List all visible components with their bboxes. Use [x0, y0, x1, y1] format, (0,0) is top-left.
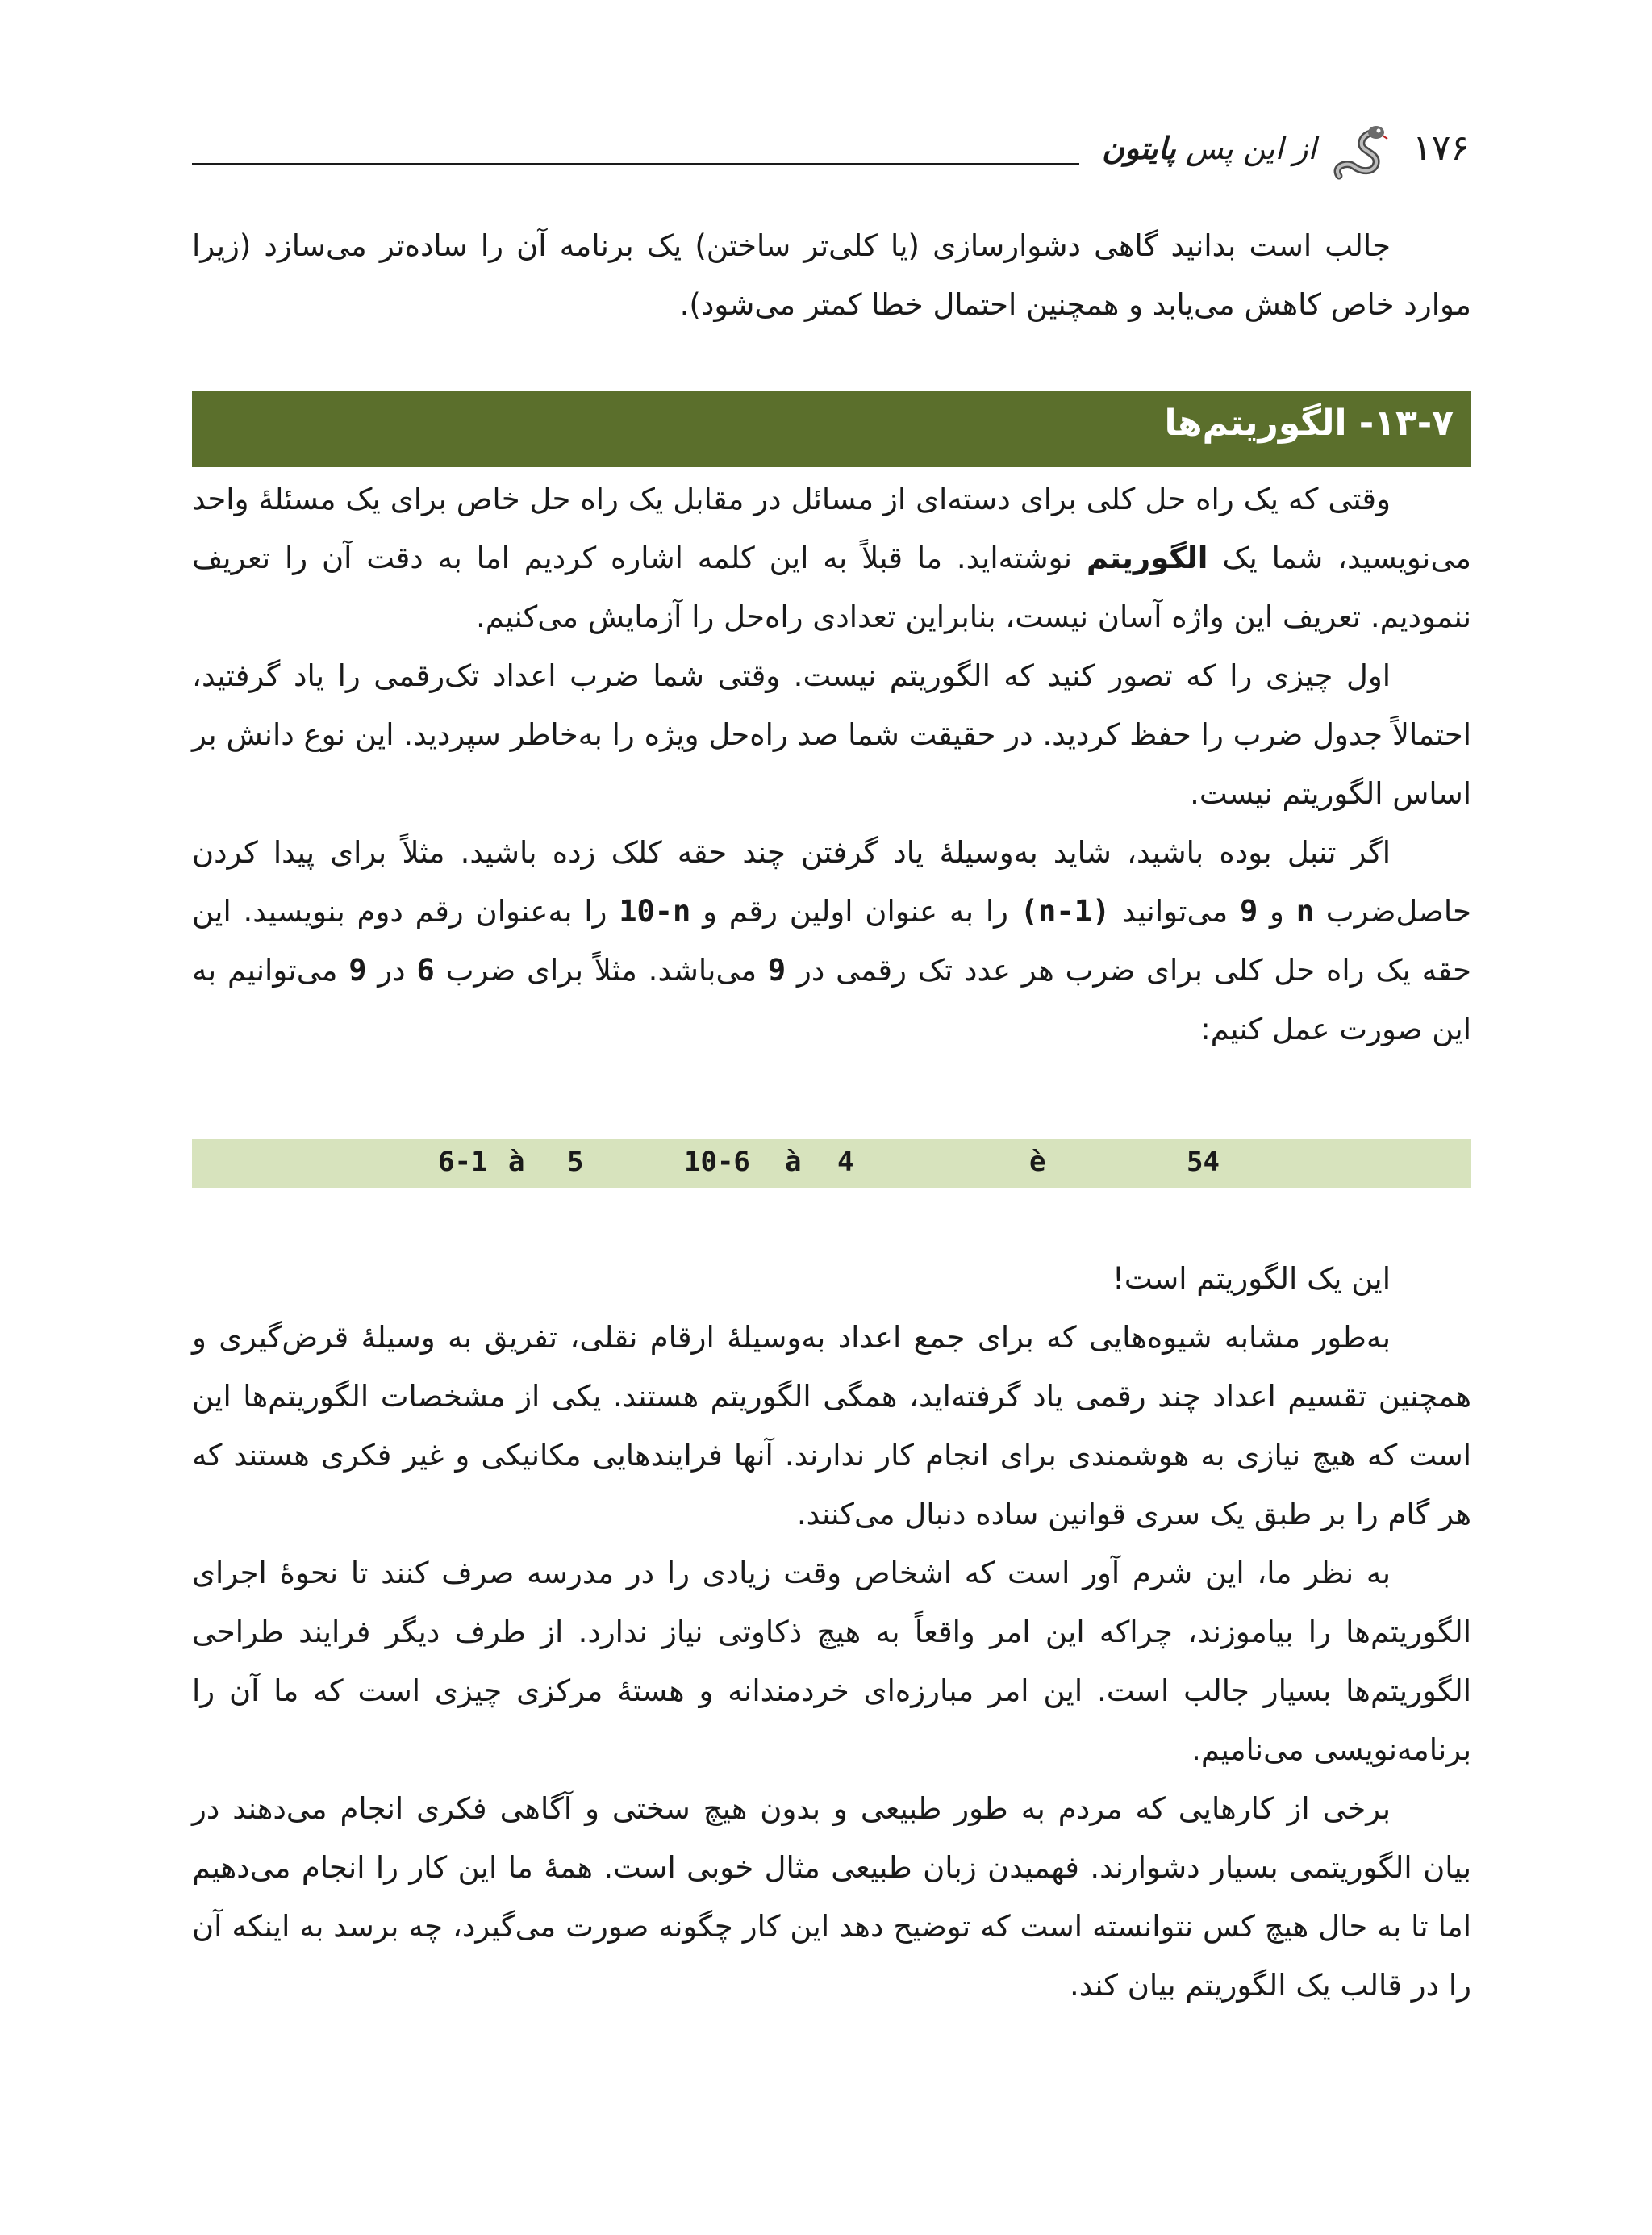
paragraph-5: به‌طور مشابه شیوه‌هایی که برای جمع اعداد به‌وسیلهٔ ارقام نقلی، تفریق به وسیلهٔ قرض‌گیری و همچنین تقسیم اعداد چند رقمی یاد گرفته‌اید، همگی الگوریتم هستند. یکی از مشخصات الگوریتم‌ها این است که هیچ نیازی به هوشمندی برای انجام کار ندارند. آنها فرایندهایی مکانیکی و غیر فکری هستند که هر گام را بر طبق یک سری قوانین ساده دنبال می‌کنند. — [192, 1320, 1471, 1531]
body-text-bottom — [192, 1249, 1471, 2015]
snake-icon — [1329, 121, 1389, 182]
section-heading-bar — [192, 391, 1471, 467]
paragraph-7: برخی از کارهایی که مردم به طور طبیعی و بدون هیچ سختی و آگاهی فکری انجام می‌دهند در بیان الگوریتمی بسیار دشوارند. فهمیدن زبان طبیعی مثال خوبی است. همهٔ ما این کار را انجام می‌دهیم اما تا به حال هیچ کس نتوانسته است که توضیح دهد این کار چگونه صورت می‌گیرد، چه برسد به اینکه آن را در قالب یک الگوریتم بیان کند. — [192, 1791, 1471, 2003]
arrow-glyph: à — [508, 1146, 525, 1178]
intro-text — [192, 216, 1471, 334]
code-9: 9 — [767, 953, 786, 988]
page-header — [192, 121, 1470, 186]
page-number: ۱۷۶ — [1412, 127, 1470, 169]
paragraph-1: وقتی که یک راه حل کلی برای دسته‌ای از مسائل در مقابل یک راه حل خاص برای یک مسئلهٔ واحد می‌نویسید، شما یک الگوریتم نوشته‌اید. ما قبلاً به این کلمه اشاره کردیم اما به دقت آن را تعریف ننمودیم. تعریف این واژه آسان نیست، بنابراین تعدادی راه‌حل را آزمایش می‌کنیم. — [192, 482, 1471, 634]
paragraph-2: اول چیزی را که تصور کنید که الگوریتم نیست. وقتی شما ضرب اعداد تک‌رقمی را یاد گرفتید، احتمالاً جدول ضرب را حفظ کردید. در حقیقت شما صد راه‌حل ویژه را به‌خاطر سپردید. این نوع دانش بر اساس الگوریتم نیست. — [192, 658, 1471, 811]
code-9: 9 — [1239, 894, 1258, 929]
code-example-bar — [192, 1139, 1471, 1188]
paragraph-3: اگر تنبل بوده باشید، شاید به‌وسیلهٔ یاد گرفتن چند حقه کلک زده باشید. مثلاً برای پیدا کردن حاصل‌ضرب n و 9 می‌توانید (n-1) را به عنوان اولین رقم و 10-n را به‌عنوان رقم دوم بنویسید. این حقه یک راه حل کلی برای ضرب هر عدد تک رقمی در 9 می‌باشد. مثلاً برای ضرب 6 در 9 می‌توانیم به این صورت عمل کنیم: — [192, 835, 1472, 1046]
code-part: 10-6 — [684, 1146, 750, 1178]
paragraph-6: به نظر ما، این شرم آور است که اشخاص وقت زیادی را در مدرسه صرف کنند تا نحوهٔ اجرای الگوریتم‌ها را بیاموزند، چراکه این امر واقعاً به هیچ ذکاوتی نیاز ندارد. از طرف دیگر فرایند طراحی الگوریتم‌ها بسیار جالب است. این امر مبارزه‌ای خردمندانه و هستهٔ مرکزی چیزی است که ما آن را برنامه‌نویسی می‌نامیم. — [192, 1556, 1471, 1767]
section-title: ۱۳-۷- الگوریتم‌ها — [1164, 403, 1454, 444]
header-rule — [192, 163, 1079, 165]
code-result: 54 — [1187, 1146, 1220, 1178]
code-part: 5 — [567, 1146, 584, 1178]
code-n-minus-1: (n-1) — [1020, 894, 1111, 929]
intro-paragraph: جالب است بدانید گاهی دشوارسازی (یا کلی‌تر ساختن) یک برنامه آن را ساده‌تر می‌سازد (زیرا موارد خاص کاهش می‌یابد و همچنین احتمال خطا کمتر می‌شود). — [192, 228, 1471, 322]
code-10-minus-n: 10-n — [619, 894, 691, 929]
code-n: n — [1295, 894, 1314, 929]
book-title: از این پس پایتون — [1102, 131, 1316, 166]
code-part: 4 — [837, 1146, 854, 1178]
bold-term: الگوریتم — [1086, 541, 1208, 575]
code-part: 6-1 — [438, 1146, 488, 1178]
code-9: 9 — [348, 953, 367, 988]
code-6: 6 — [416, 953, 435, 988]
arrow-glyph: è — [1029, 1146, 1046, 1178]
body-text-top — [192, 470, 1471, 1059]
arrow-glyph: à — [785, 1146, 802, 1178]
paragraph-4: این یک الگوریتم است! — [1112, 1261, 1391, 1296]
